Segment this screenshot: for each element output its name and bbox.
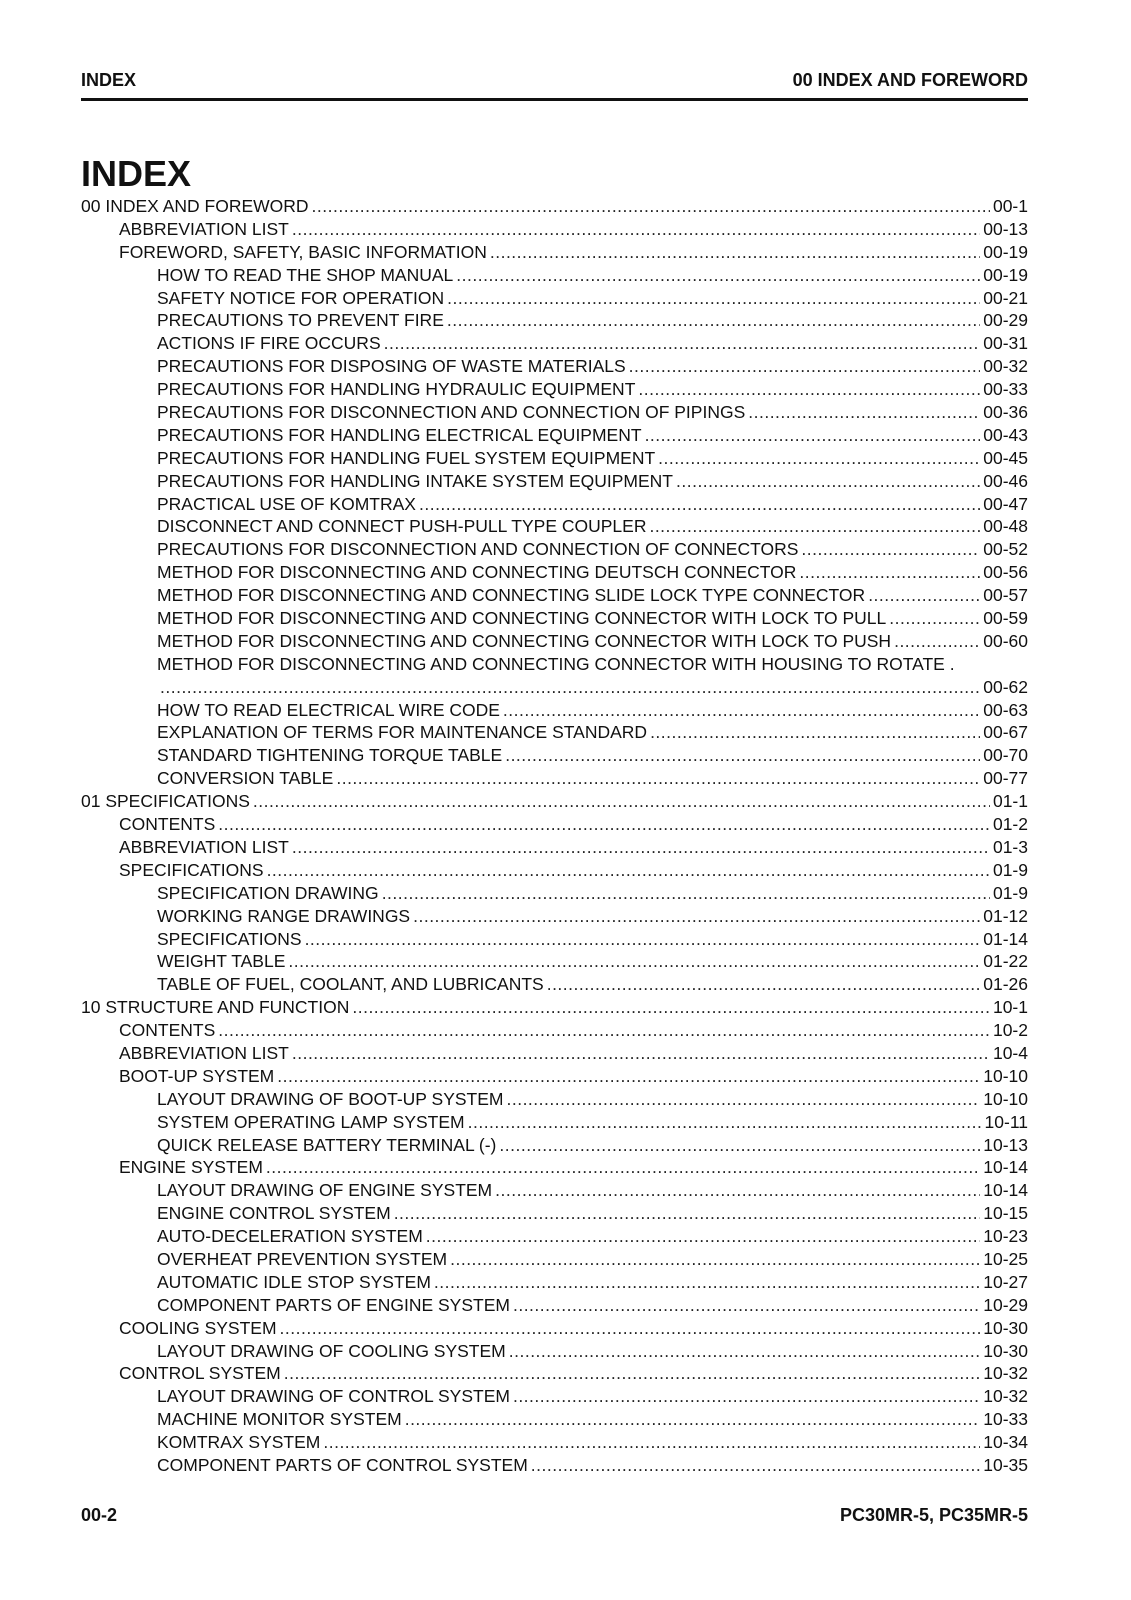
toc-entry[interactable] [81, 859, 1028, 882]
toc-dot-leader [394, 1202, 981, 1225]
toc-dot-leader [434, 1271, 980, 1294]
toc-entry-page: 10-34 [983, 1432, 1028, 1453]
toc-entry-label: SPECIFICATION DRAWING [157, 882, 379, 903]
toc-entry[interactable] [81, 928, 1028, 951]
toc-entry-label: STANDARD TIGHTENING TORQUE TABLE [157, 745, 503, 766]
toc-entry[interactable] [81, 813, 1028, 836]
toc-dot-leader [468, 1111, 982, 1134]
toc-entry-label: ABBREVIATION LIST [119, 218, 289, 239]
toc-entry-page: 01-9 [992, 859, 1028, 880]
toc-entry[interactable] [81, 1248, 1028, 1271]
toc-entry[interactable] [81, 744, 1028, 767]
toc-dot-leader [336, 767, 980, 790]
toc-entry-page: 00-13 [983, 218, 1028, 239]
toc-entry-page: 10-11 [984, 1111, 1028, 1132]
toc-entry-page: 10-32 [983, 1386, 1028, 1407]
toc-dot-leader [382, 882, 990, 905]
toc-entry-page: 00-46 [983, 470, 1028, 491]
toc-entry-label: OVERHEAT PREVENTION SYSTEM [157, 1248, 448, 1269]
toc-entry[interactable] [81, 561, 1028, 584]
toc-entry[interactable] [81, 1408, 1028, 1431]
toc-entry-label: WEIGHT TABLE [157, 951, 286, 972]
toc-entry-page: 10-14 [983, 1157, 1028, 1178]
table-of-contents [81, 195, 1028, 1477]
toc-entry[interactable] [81, 630, 1028, 653]
toc-entry-label: PRECAUTIONS TO PREVENT FIRE [157, 310, 444, 331]
toc-dot-leader [450, 1248, 980, 1271]
toc-entry[interactable] [81, 218, 1028, 241]
toc-dot-leader [384, 332, 981, 355]
toc-entry[interactable] [81, 1225, 1028, 1248]
toc-entry-page: 01-12 [983, 905, 1028, 926]
toc-entry-page: 10-15 [983, 1203, 1028, 1224]
toc-entry-page: 10-32 [983, 1363, 1028, 1384]
toc-entry[interactable] [81, 653, 1028, 676]
toc-entry-page: 10-10 [983, 1088, 1028, 1109]
toc-entry-label: LAYOUT DRAWING OF COOLING SYSTEM [157, 1340, 506, 1361]
toc-entry-page: 00-48 [983, 516, 1028, 537]
toc-entry-page: 00-47 [983, 493, 1028, 514]
toc-entry-label: WORKING RANGE DRAWINGS [157, 905, 411, 926]
toc-entry[interactable] [81, 1385, 1028, 1408]
toc-dot-leader [280, 1317, 981, 1340]
toc-entry[interactable] [81, 584, 1028, 607]
toc-entry-label: CONTENTS [119, 1020, 216, 1041]
toc-dot-leader [509, 1340, 980, 1363]
toc-dot-leader [160, 676, 980, 699]
toc-entry[interactable] [81, 332, 1028, 355]
toc-entry-page: 10-30 [983, 1340, 1028, 1361]
toc-entry-label: 10 STRUCTURE AND FUNCTION [81, 997, 350, 1018]
toc-entry-label: METHOD FOR DISCONNECTING AND CONNECTING CONNECTOR WITH LOCK TO PULL [157, 608, 887, 629]
toc-dot-leader [650, 721, 980, 744]
toc-entry-label: ABBREVIATION LIST [119, 1042, 289, 1063]
toc-entry[interactable] [81, 424, 1028, 447]
toc-entry[interactable] [81, 836, 1028, 859]
toc-entry-label: DISCONNECT AND CONNECT PUSH-PULL TYPE COUPLER [157, 516, 647, 537]
toc-entry-page: 00-29 [983, 310, 1028, 331]
toc-entry-label: 01 SPECIFICATIONS [81, 791, 250, 812]
toc-entry[interactable] [81, 1454, 1028, 1477]
toc-dot-leader [505, 744, 980, 767]
toc-entry[interactable] [81, 1088, 1028, 1111]
toc-entry-page: 00-31 [983, 333, 1028, 354]
toc-dot-leader [889, 607, 980, 630]
toc-entry-page: 00-67 [983, 722, 1028, 743]
toc-entry-page: 00-45 [983, 447, 1028, 468]
toc-entry[interactable] [81, 1431, 1028, 1454]
toc-dot-leader [658, 447, 980, 470]
toc-entry[interactable] [81, 767, 1028, 790]
toc-entry[interactable] [81, 1042, 1028, 1065]
toc-entry-page: 01-2 [992, 814, 1028, 835]
toc-dot-leader [894, 630, 980, 653]
toc-entry-page: 01-3 [992, 836, 1028, 857]
toc-entry[interactable] [81, 287, 1028, 310]
toc-entry-page: 01-14 [983, 928, 1028, 949]
toc-entry-label: METHOD FOR DISCONNECTING AND CONNECTING CONNECTOR WITH LOCK TO PUSH [157, 630, 892, 651]
toc-entry-page: 10-30 [983, 1317, 1028, 1338]
toc-entry-label: PRECAUTIONS FOR HANDLING ELECTRICAL EQUIPMENT [157, 424, 642, 445]
toc-dot-leader [405, 1408, 981, 1431]
toc-entry-label: METHOD FOR DISCONNECTING AND CONNECTING SLIDE LOCK TYPE CONNECTOR [157, 585, 866, 606]
toc-dot-leader [413, 905, 980, 928]
toc-entry[interactable] [81, 241, 1028, 264]
toc-dot-leader [868, 584, 980, 607]
toc-entry-page: 10-13 [983, 1134, 1028, 1155]
page-title: INDEX [81, 153, 192, 194]
toc-entry-label: COMPONENT PARTS OF ENGINE SYSTEM [157, 1294, 510, 1315]
toc-entry-page: 00-62 [983, 676, 1028, 697]
toc-entry-page: 00-60 [983, 630, 1028, 651]
toc-dot-leader [267, 859, 990, 882]
toc-entry-page: 00-59 [983, 608, 1028, 629]
toc-entry[interactable] [81, 1271, 1028, 1294]
toc-entry-label: CONTENTS [119, 814, 216, 835]
toc-entry[interactable] [81, 538, 1028, 561]
toc-dot-leader [506, 1088, 980, 1111]
toc-entry-page: 00-21 [983, 287, 1028, 308]
toc-entry-page: 10-1 [992, 997, 1028, 1018]
toc-entry-label: PRACTICAL USE OF KOMTRAX [157, 493, 416, 514]
toc-entry[interactable] [81, 1317, 1028, 1340]
toc-entry-label: KOMTRAX SYSTEM [157, 1432, 321, 1453]
toc-entry[interactable] [81, 1156, 1028, 1179]
toc-dot-leader [292, 1042, 990, 1065]
toc-entry-label: BOOT-UP SYSTEM [119, 1065, 275, 1086]
toc-entry-label: PRECAUTIONS FOR DISPOSING OF WASTE MATERIALS [157, 356, 626, 377]
toc-entry[interactable] [81, 676, 1028, 699]
toc-dot-leader [277, 1065, 980, 1088]
toc-dot-leader [447, 287, 980, 310]
toc-dot-leader [503, 699, 980, 722]
toc-dot-leader [456, 264, 980, 287]
toc-entry[interactable] [81, 447, 1028, 470]
toc-entry-page: 00-1 [992, 196, 1028, 216]
toc-dot-leader [284, 1362, 981, 1385]
toc-entry-label: MACHINE MONITOR SYSTEM [157, 1409, 402, 1430]
toc-entry[interactable] [81, 1019, 1028, 1042]
toc-entry-label: EXPLANATION OF TERMS FOR MAINTENANCE STANDARD [157, 722, 648, 743]
toc-dot-leader [312, 195, 990, 218]
toc-dot-leader [426, 1225, 980, 1248]
toc-entry-label: ABBREVIATION LIST [119, 836, 289, 857]
toc-dot-leader [288, 950, 980, 973]
toc-entry[interactable] [81, 1362, 1028, 1385]
toc-entry-page: 00-56 [983, 562, 1028, 583]
page-footer [81, 1503, 1028, 1527]
toc-entry-label: CONVERSION TABLE [157, 768, 334, 789]
header-divider [81, 98, 1028, 101]
toc-entry-label: PRECAUTIONS FOR DISCONNECTION AND CONNECTION OF PIPINGS [157, 402, 746, 423]
toc-dot-leader [352, 996, 990, 1019]
toc-entry-page: 10-2 [992, 1020, 1028, 1041]
toc-dot-leader [513, 1385, 980, 1408]
toc-entry[interactable] [81, 264, 1028, 287]
toc-entry-page: 00-77 [983, 768, 1028, 789]
toc-entry-label: SAFETY NOTICE FOR OPERATION [157, 287, 445, 308]
toc-dot-leader [323, 1431, 980, 1454]
toc-entry-label: HOW TO READ THE SHOP MANUAL [157, 264, 454, 285]
toc-dot-leader [447, 309, 980, 332]
toc-entry-page: 01-26 [983, 974, 1028, 995]
toc-entry[interactable] [81, 378, 1028, 401]
toc-entry-page: 10-29 [983, 1294, 1028, 1315]
toc-entry-page: 00-57 [983, 585, 1028, 606]
toc-entry-page: 10-25 [983, 1248, 1028, 1269]
toc-dot-leader [676, 470, 980, 493]
toc-entry-label: PRECAUTIONS FOR HANDLING HYDRAULIC EQUIPMENT [157, 379, 636, 400]
toc-entry[interactable] [81, 1202, 1028, 1225]
toc-entry[interactable] [81, 790, 1028, 813]
toc-entry[interactable] [81, 401, 1028, 424]
toc-entry-label: 00 INDEX AND FOREWORD [81, 196, 309, 216]
toc-entry-page: 01-1 [992, 791, 1028, 812]
toc-entry-label: ENGINE CONTROL SYSTEM [157, 1203, 391, 1224]
toc-entry-page: 00-52 [983, 539, 1028, 560]
toc-entry[interactable] [81, 721, 1028, 744]
toc-entry-page: 00-70 [983, 745, 1028, 766]
toc-entry[interactable] [81, 1134, 1028, 1157]
toc-entry[interactable] [81, 355, 1028, 378]
toc-dot-leader [490, 241, 980, 264]
toc-entry[interactable] [81, 1179, 1028, 1202]
toc-entry[interactable] [81, 950, 1028, 973]
toc-dot-leader [419, 493, 980, 516]
toc-entry-label: CONTROL SYSTEM [119, 1363, 281, 1384]
toc-dot-leader [513, 1294, 980, 1317]
toc-entry-label: HOW TO READ ELECTRICAL WIRE CODE [157, 699, 500, 720]
toc-entry-label: ENGINE SYSTEM [119, 1157, 263, 1178]
toc-dot-leader [629, 355, 981, 378]
toc-dot-leader [218, 813, 990, 836]
toc-entry-page: 01-9 [992, 882, 1028, 903]
toc-entry-label: METHOD FOR DISCONNECTING AND CONNECTING CONNECTOR WITH HOUSING TO ROTATE . [157, 653, 955, 674]
toc-entry[interactable] [81, 1111, 1028, 1134]
toc-entry-label: PRECAUTIONS FOR HANDLING INTAKE SYSTEM EQUIPMENT [157, 470, 673, 491]
toc-entry-page: 10-27 [983, 1271, 1028, 1292]
toc-entry[interactable] [81, 996, 1028, 1019]
toc-entry-label: LAYOUT DRAWING OF ENGINE SYSTEM [157, 1180, 493, 1201]
toc-entry-label: METHOD FOR DISCONNECTING AND CONNECTING DEUTSCH CONNECTOR [157, 562, 797, 583]
toc-dot-leader [638, 378, 980, 401]
toc-dot-leader [495, 1179, 980, 1202]
toc-entry-page: 00-33 [983, 379, 1028, 400]
toc-dot-leader [801, 538, 980, 561]
toc-entry[interactable] [81, 195, 1028, 218]
toc-entry-page: 10-23 [983, 1226, 1028, 1247]
toc-dot-leader [266, 1156, 980, 1179]
toc-entry[interactable] [81, 882, 1028, 905]
toc-entry-label: FOREWORD, SAFETY, BASIC INFORMATION [119, 241, 487, 262]
toc-entry[interactable] [81, 470, 1028, 493]
toc-entry-label: SPECIFICATIONS [119, 859, 264, 880]
toc-dot-leader [218, 1019, 990, 1042]
footer-page-number: 00-2 [81, 1505, 118, 1525]
toc-entry[interactable] [81, 905, 1028, 928]
toc-dot-leader [799, 561, 980, 584]
toc-entry-page: 10-35 [983, 1454, 1028, 1475]
toc-entry-label: PRECAUTIONS FOR HANDLING FUEL SYSTEM EQUIPMENT [157, 447, 656, 468]
toc-entry-label: TABLE OF FUEL, COOLANT, AND LUBRICANTS [157, 974, 544, 995]
toc-entry-page: 00-32 [983, 356, 1028, 377]
toc-entry-label: PRECAUTIONS FOR DISCONNECTION AND CONNECTION OF CONNECTORS [157, 539, 799, 560]
toc-entry-label: AUTOMATIC IDLE STOP SYSTEM [157, 1271, 431, 1292]
toc-entry[interactable] [81, 1340, 1028, 1363]
toc-entry-label: LAYOUT DRAWING OF BOOT-UP SYSTEM [157, 1088, 504, 1109]
page-header [81, 68, 1028, 92]
toc-entry-label: COOLING SYSTEM [119, 1317, 277, 1338]
toc-entry-page: 00-43 [983, 424, 1028, 445]
toc-dot-leader [305, 928, 981, 951]
toc-entry[interactable] [81, 309, 1028, 332]
toc-entry-page: 10-33 [983, 1409, 1028, 1430]
toc-entry-label: COMPONENT PARTS OF CONTROL SYSTEM [157, 1454, 528, 1475]
toc-entry[interactable] [81, 1065, 1028, 1088]
toc-entry-page: 00-36 [983, 402, 1028, 423]
toc-entry-page: 01-22 [983, 951, 1028, 972]
toc-entry-page: 10-10 [983, 1065, 1028, 1086]
toc-entry[interactable] [81, 973, 1028, 996]
toc-entry-page: 00-63 [983, 699, 1028, 720]
toc-dot-leader [649, 515, 980, 538]
toc-dot-leader [748, 401, 980, 424]
toc-entry[interactable] [81, 515, 1028, 538]
toc-entry[interactable] [81, 607, 1028, 630]
toc-dot-leader [253, 790, 990, 813]
toc-dot-leader [531, 1454, 980, 1477]
toc-entry-label: ACTIONS IF FIRE OCCURS [157, 333, 381, 354]
toc-entry-label: QUICK RELEASE BATTERY TERMINAL (-) [157, 1134, 497, 1155]
toc-dot-leader [645, 424, 981, 447]
toc-entry[interactable] [81, 699, 1028, 722]
toc-entry-label: AUTO-DECELERATION SYSTEM [157, 1226, 423, 1247]
toc-dot-leader [292, 836, 990, 859]
toc-entry-page: 00-19 [983, 264, 1028, 285]
toc-entry-page: 00-19 [983, 241, 1028, 262]
header-chapter-title: 00 INDEX AND FOREWORD [792, 70, 1028, 90]
toc-entry-label: SPECIFICATIONS [157, 928, 302, 949]
toc-entry-label: SYSTEM OPERATING LAMP SYSTEM [157, 1111, 465, 1132]
toc-entry[interactable] [81, 1294, 1028, 1317]
toc-entry-page: 10-14 [983, 1180, 1028, 1201]
header-section-label: INDEX [81, 70, 137, 90]
toc-dot-leader [292, 218, 980, 241]
toc-entry[interactable] [81, 493, 1028, 516]
toc-dot-leader [547, 973, 981, 996]
toc-entry-label: LAYOUT DRAWING OF CONTROL SYSTEM [157, 1386, 510, 1407]
toc-entry-page: 10-4 [992, 1042, 1028, 1063]
footer-model-names: PC30MR-5, PC35MR-5 [839, 1505, 1028, 1525]
toc-dot-leader [499, 1134, 980, 1157]
